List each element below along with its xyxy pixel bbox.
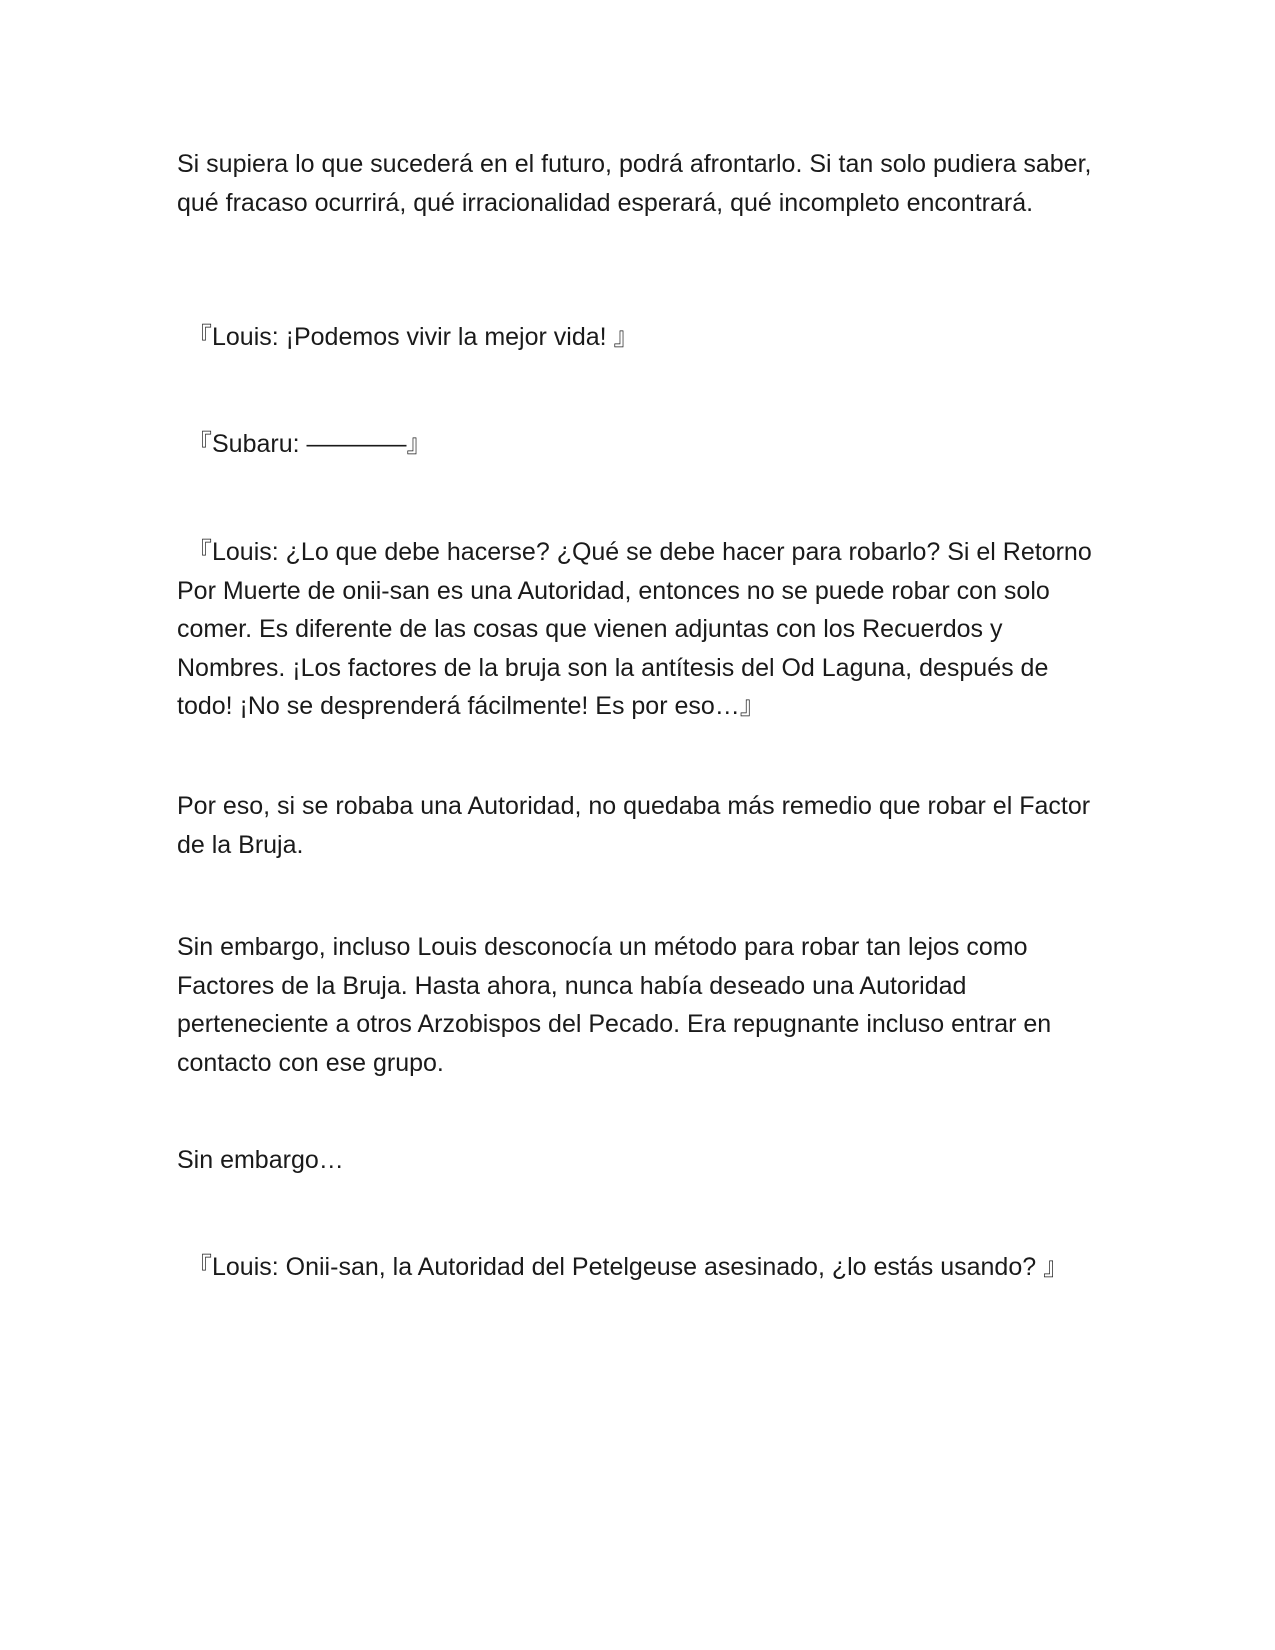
paragraph-however: Sin embargo… <box>177 1146 344 1174</box>
dialogue-louis-best-life: 『Louis: ¡Podemos vivir la mejor vida! 』 <box>187 323 639 351</box>
paragraph-witch-factor: Por eso, si se robaba una Autoridad, no quedaba más remedio que robar el Factor de la Bruja. <box>177 792 1091 859</box>
paragraph-future: Si supiera lo que sucederá en el futuro, podrá afrontarlo. Si tan solo pudiera saber, qué fracaso ocurrirá, qué irracionalidad esperará, qué incompleto encontrará. <box>177 150 1092 217</box>
dialogue-subaru-silence: 『Subaru: ————』 <box>187 430 432 458</box>
dialogue-louis-steal: 『Louis: ¿Lo que debe hacerse? ¿Qué se debe hacer para robarlo? Si el Retorno Por Muerte de onii-san es una Autoridad, entonces no se puede robar con solo comer. Es diferente de las cosas que vienen adjuntas con los Recuerdos y Nombres. ¡Los factores de la bruja son la antítesis del Od Laguna, después de todo! ¡No se desprenderá fácilmente! Es por eso…』 <box>177 538 1092 721</box>
dialogue-louis-petelgeuse: 『Louis: Onii-san, la Autoridad del Petelgeuse asesinado, ¿lo estás usando? 』 <box>187 1253 1069 1281</box>
paragraph-louis-method: Sin embargo, incluso Louis desconocía un método para robar tan lejos como Factores de la Bruja. Hasta ahora, nunca había deseado una Autoridad perteneciente a otros Arzobispos del Pecado. Era repugnante incluso entrar en contacto con ese grupo. <box>177 933 1052 1077</box>
